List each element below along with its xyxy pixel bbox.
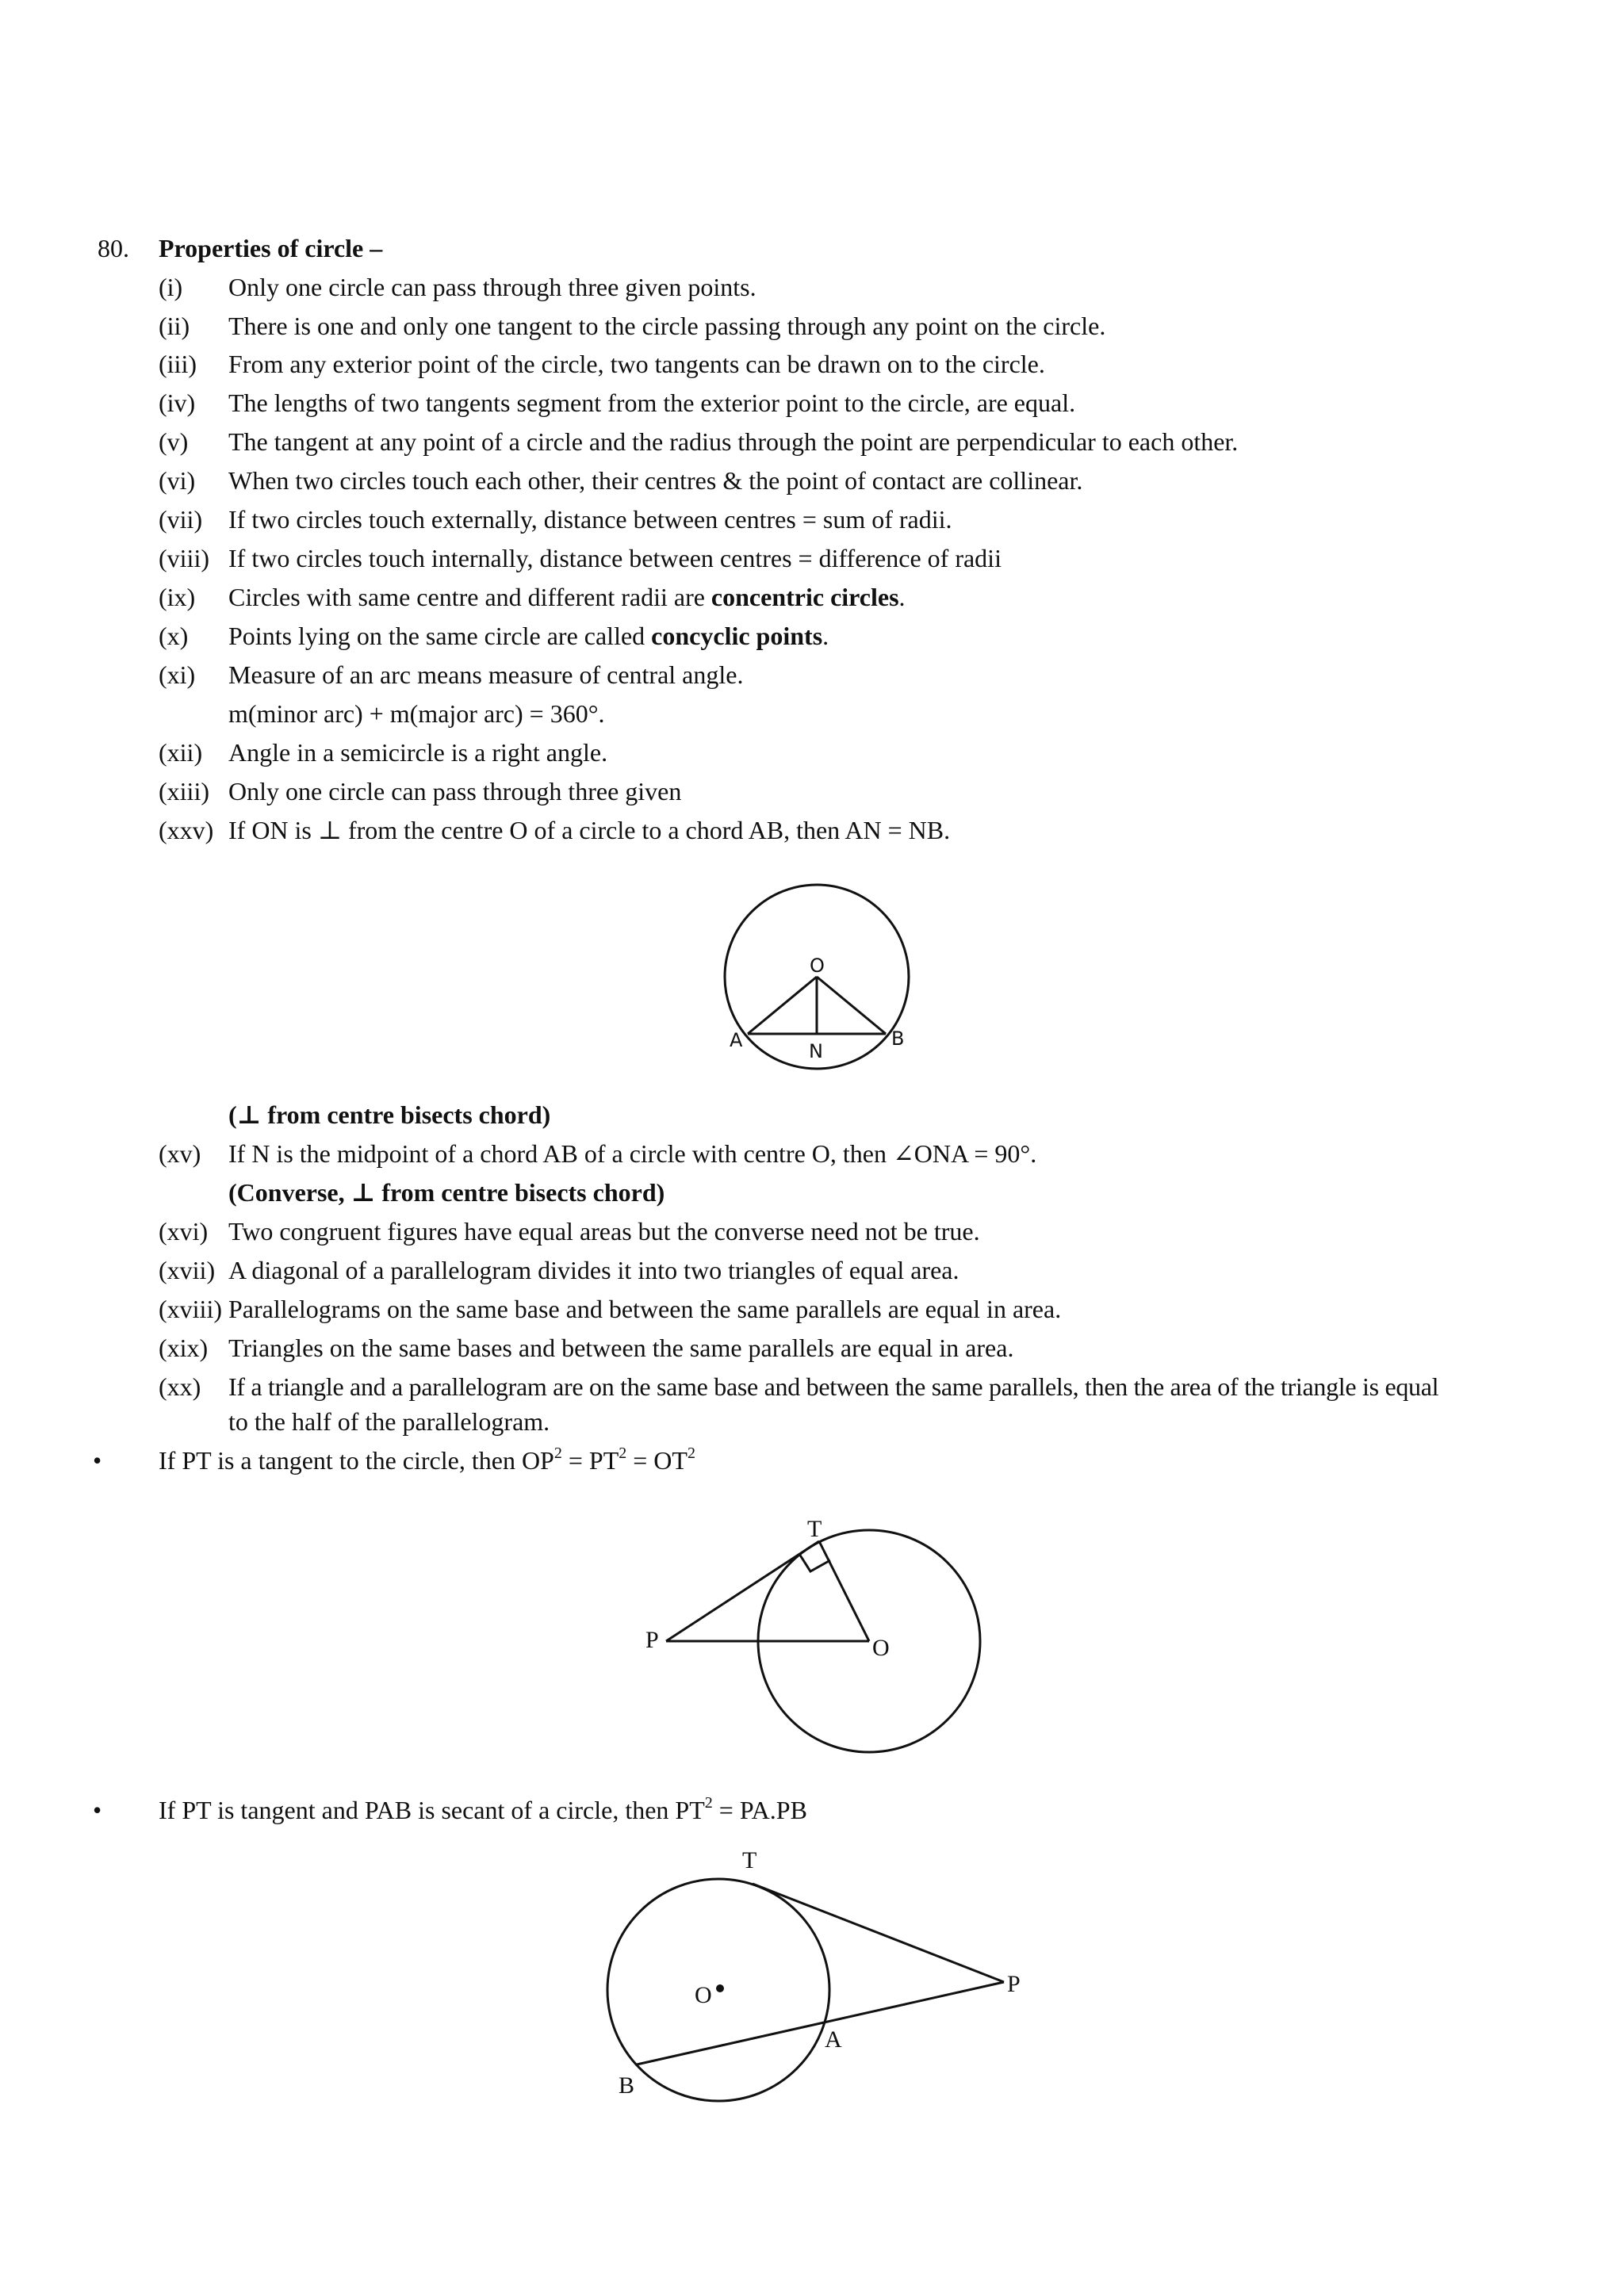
item-text: If ON is ⊥ from the centre O of a circle to a chord AB, then AN = NB. [228, 816, 951, 844]
item-text: There is one and only one tangent to the circle passing through any point on the circle. [228, 312, 1106, 340]
item-text: From any exterior point of the circle, two tangents can be drawn on to the circle. [228, 350, 1045, 378]
item-text: (Converse, ⊥ from centre bisects chord) [228, 1178, 665, 1207]
label-t: T [742, 1847, 757, 1873]
item-text-part: . [822, 622, 829, 650]
item-text: If two circles touch internally, distance between centres = difference of radii [228, 544, 1002, 572]
item-label: (iv) [159, 388, 196, 417]
label-o: O [810, 955, 825, 977]
text-part: = OT [626, 1446, 688, 1475]
section-number: 80. [98, 234, 129, 262]
section-title: Properties of circle – [159, 234, 383, 262]
item-label: (xv) [159, 1139, 201, 1168]
item-label: (xi) [159, 660, 196, 689]
term-concentric-circles: concentric circles [710, 583, 899, 611]
item-text: Only one circle can pass through three given points. [228, 273, 756, 301]
label-a: A [825, 2026, 842, 2053]
superscript: 2 [704, 1794, 713, 1812]
bullet-symbol: • [93, 1796, 102, 1824]
superscript: 2 [619, 1445, 627, 1462]
item-label: (iii) [159, 350, 197, 378]
item-label: (viii) [159, 544, 209, 572]
item-text-part: . [898, 583, 906, 611]
item-text: Measure of an arc means measure of central angle. [228, 660, 744, 689]
item-text-part: Points lying on the same circle are called [228, 622, 652, 650]
item-label: (xx) [159, 1372, 201, 1401]
label-t: T [807, 1516, 822, 1542]
centre-dot [716, 1984, 724, 1992]
item-label: (xiii) [159, 777, 209, 806]
item-text: Parallelograms on the same base and between the same parallels are equal in area. [228, 1295, 1062, 1323]
term-concyclic-points: concyclic points [651, 622, 823, 650]
item-label: (ii) [159, 312, 190, 340]
label-o: O [872, 1635, 890, 1661]
label-p: P [1007, 1971, 1021, 1997]
secant-pab [637, 1982, 1004, 2064]
item-text: If a triangle and a parallelogram are on the same base and between the same parallels, then the area of the triangle is equal [228, 1372, 1439, 1401]
superscript: 2 [553, 1445, 562, 1462]
item-text: to the half of the parallelogram. [228, 1407, 550, 1436]
label-p: P [645, 1627, 659, 1653]
label-b: B [891, 1027, 905, 1050]
item-text: If two circles touch externally, distance between centres = sum of radii. [228, 505, 952, 534]
caption-text: (⊥ from centre bisects chord) [228, 1100, 551, 1129]
item-text: m(minor arc) + m(major arc) = 360°. [228, 699, 605, 728]
label-a: A [730, 1029, 743, 1051]
item-label: (vii) [159, 505, 203, 534]
superscript: 2 [687, 1445, 695, 1462]
item-label: (vi) [159, 466, 196, 495]
text-part: = PA.PB [712, 1796, 807, 1824]
item-label: (xii) [159, 738, 203, 767]
item-label: (v) [159, 427, 189, 456]
tangent-pt [753, 1884, 1004, 1982]
item-text: The tangent at any point of a circle and the radius through the point are perpendicular to each other. [228, 427, 1239, 456]
text-part: If PT is tangent and PAB is secant of a circle, then PT [159, 1796, 705, 1824]
item-text: Angle in a semicircle is a right angle. [228, 738, 608, 767]
item-text: The lengths of two tangents segment from the exterior point to the circle, are equal. [228, 388, 1076, 417]
item-label: (xvii) [159, 1256, 216, 1284]
label-o: O [695, 1982, 712, 2008]
bullet-symbol: • [93, 1446, 102, 1475]
item-label: (xvi) [159, 1217, 209, 1246]
item-label: (ix) [159, 583, 196, 611]
item-label: (i) [159, 273, 183, 301]
label-b: B [619, 2072, 635, 2099]
item-text: Two congruent figures have equal areas but the converse need not be true. [228, 1217, 980, 1246]
item-label: (xviii) [159, 1295, 222, 1323]
item-text: Triangles on the same bases and between the same parallels are equal in area. [228, 1334, 1014, 1362]
item-text-part: Circles with same centre and different radii are [228, 583, 711, 611]
item-text: When two circles touch each other, their centres & the point of contact are collinear. [228, 466, 1083, 495]
item-text: Only one circle can pass through three given [228, 777, 682, 806]
text-part: = PT [561, 1446, 619, 1475]
text-part: If PT is a tangent to the circle, then OP [159, 1446, 554, 1475]
item-text: A diagonal of a parallelogram divides it into two triangles of equal area. [228, 1256, 959, 1284]
item-label: (x) [159, 622, 189, 650]
label-n: N [809, 1040, 823, 1062]
item-text: If N is the midpoint of a chord AB of a circle with centre O, then ∠ONA = 90°. [228, 1139, 1037, 1168]
item-label: (xxv) [159, 816, 214, 844]
item-label: (xix) [159, 1334, 209, 1362]
